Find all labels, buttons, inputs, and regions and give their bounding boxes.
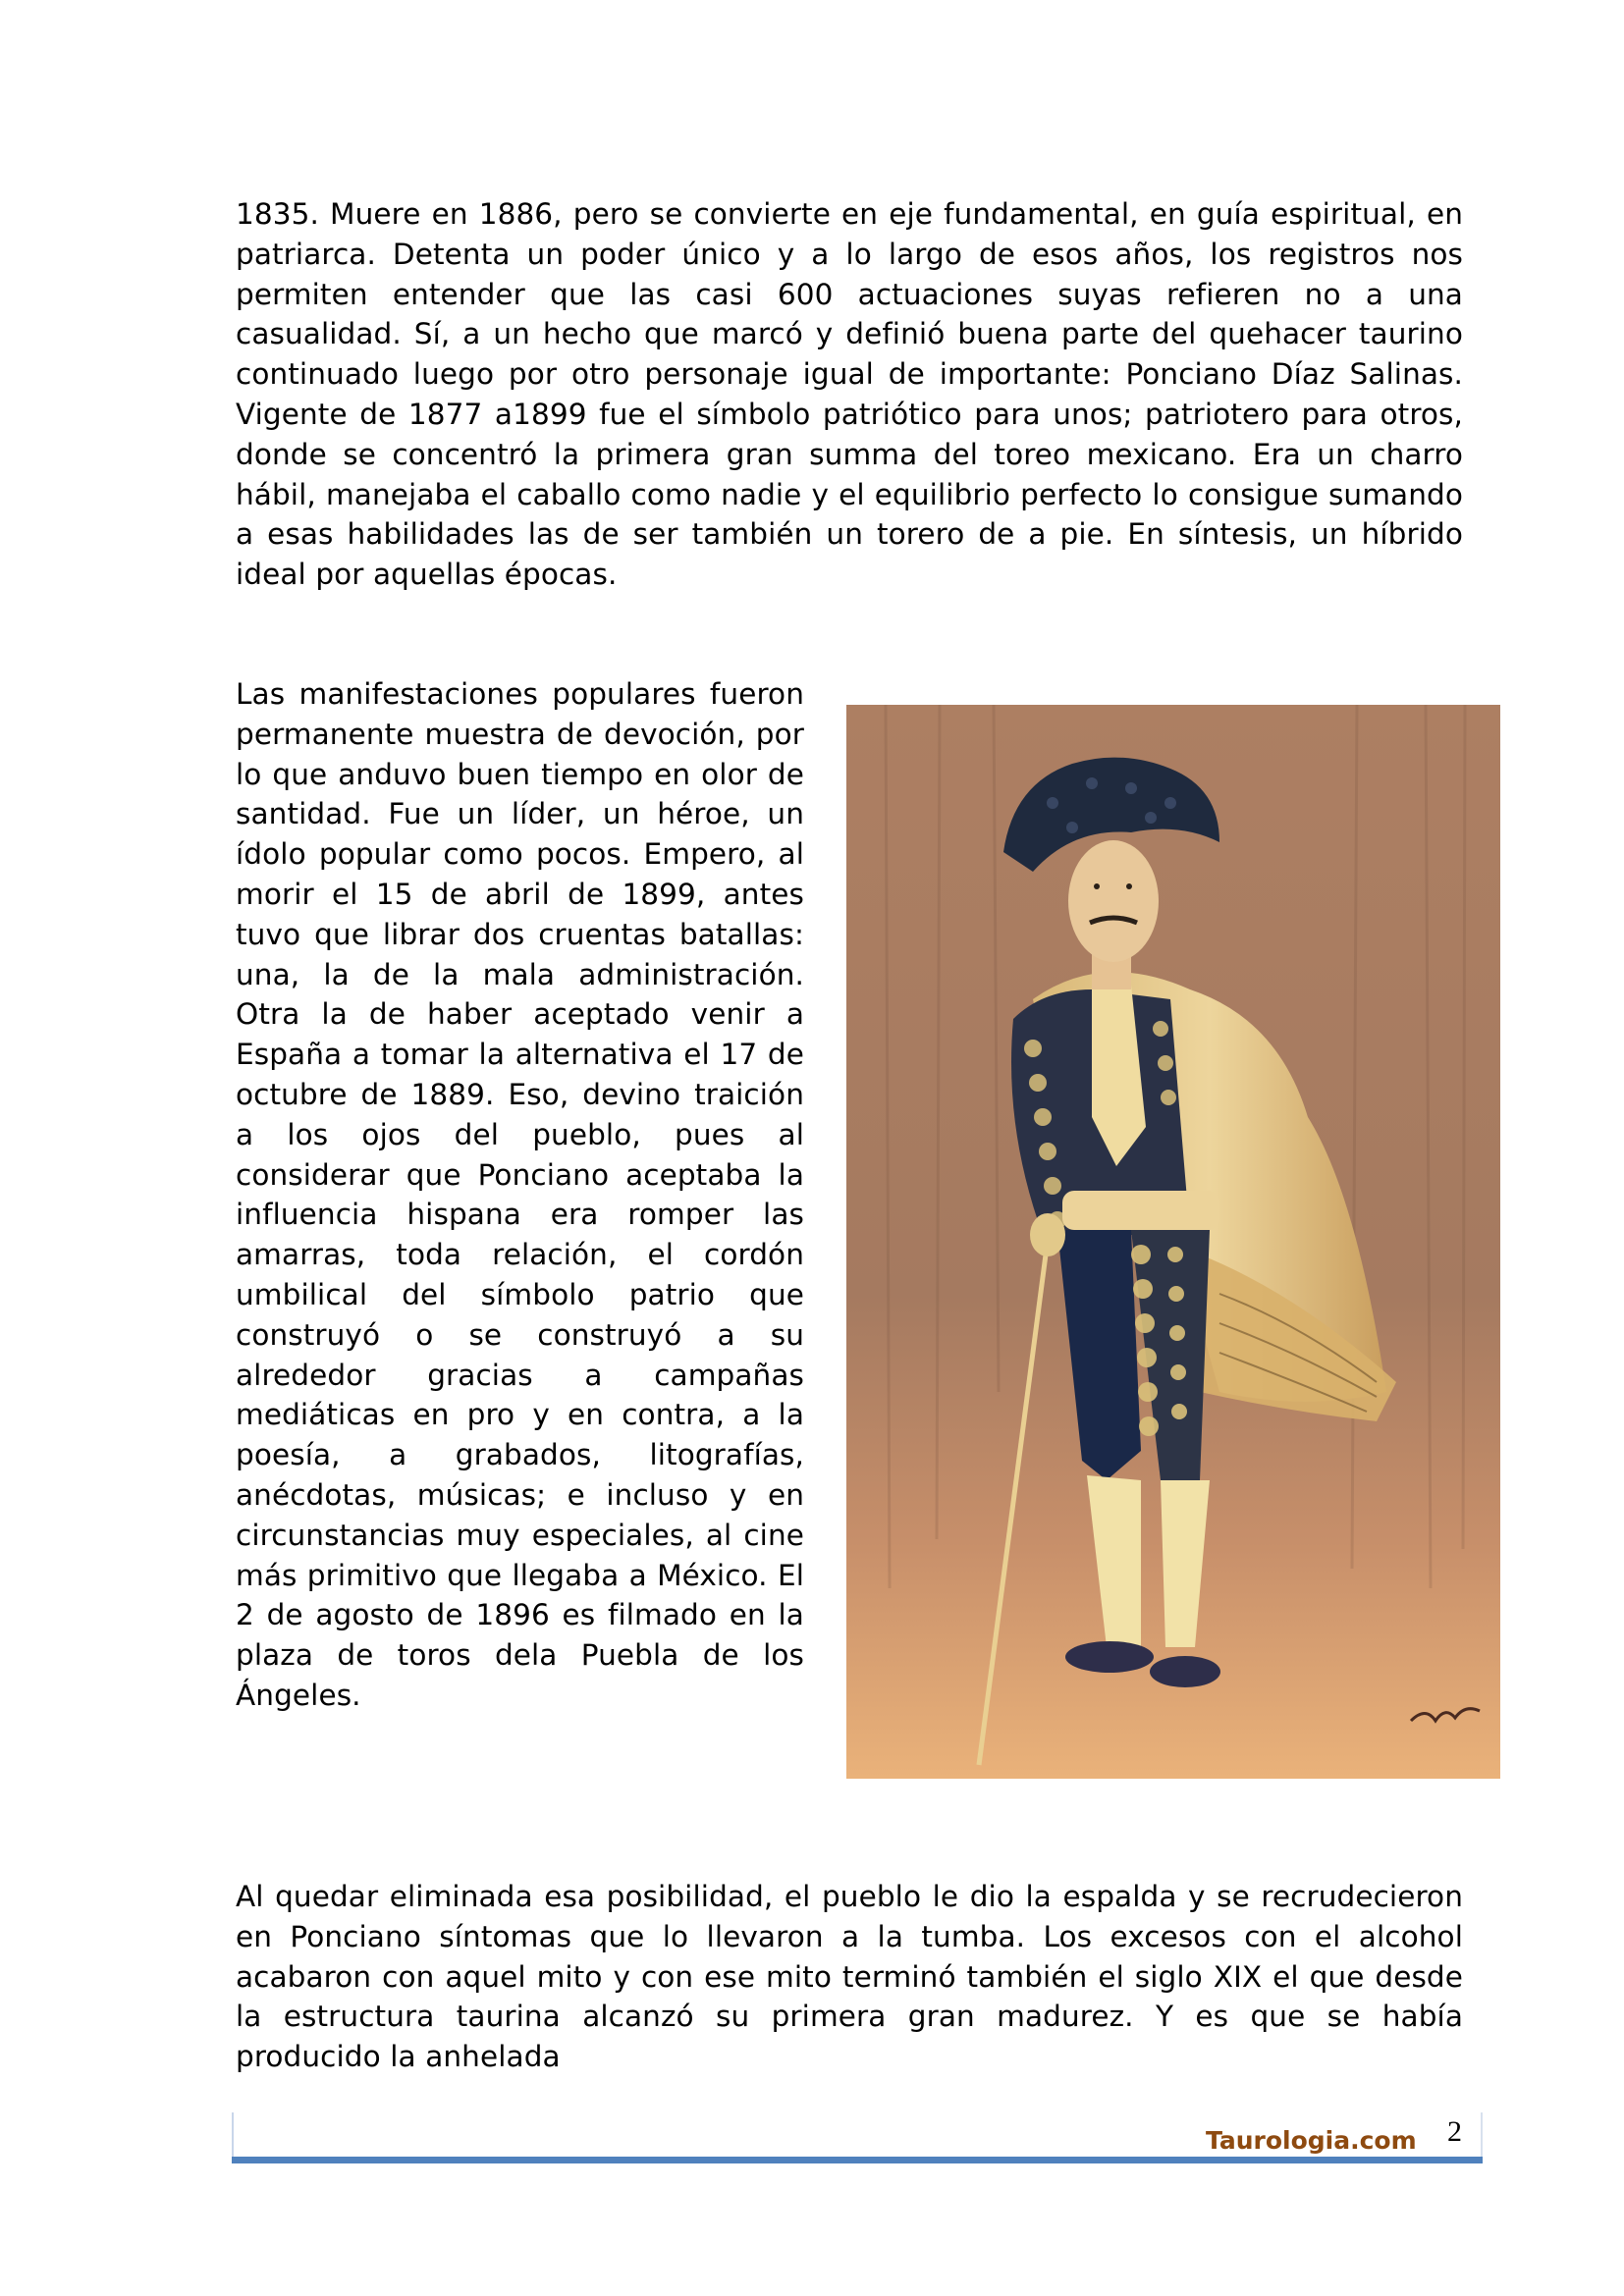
face	[1068, 840, 1159, 962]
shoe-left	[1065, 1641, 1154, 1673]
footer-left-rule	[232, 2112, 234, 2158]
footer-site-name: Taurologia.com	[1206, 2126, 1417, 2155]
bullfighter-portrait-image	[846, 705, 1500, 1779]
paragraph-closing: Al quedar eliminada esa posibilidad, el pueblo le dio la espalda y se recrudecieron en Ponciano síntomas que lo llevaron a la tumba. Los excesos con el alcohol acabaron con aquel mito y con ese mito terminó también el siglo XIX el que desde la estructura taurina alcanzó su primera gran madurez. Y es que se había producido la anhelada	[236, 1880, 1463, 2074]
footer-bar	[232, 2157, 1483, 2163]
portrait-illustration	[846, 705, 1500, 1779]
sash	[1062, 1191, 1219, 1230]
paragraph-intro: 1835. Muere en 1886, pero se convierte en eje fundamental, en guía espiritual, en patriarca. Detenta un poder único y a lo largo de esos años, los registros nos permiten entender que las casi 600 actuaciones suyas refieren no a una casualidad. Sí, a un hecho que marcó y definió buena parte del quehacer taurino continuado luego por otro personaje igual de importante: Ponciano Díaz Salinas. Vigente de 1877 a1899 fue el símbolo patriótico para unos; patriotero para otros, donde se concentró la primera gran summa del toreo mexicano. Era un charro hábil, manejaba el caballo como nadie y el equilibrio perfecto lo consigue sumando a esas habilidades las de ser también un torero de a pie. En síntesis, un híbrido ideal por aquellas épocas.	[236, 197, 1463, 592]
shoe-right	[1150, 1656, 1220, 1687]
paragraph-column: Las manifestaciones populares fueron permanente muestra de devoción, por lo que anduvo buen tiempo en olor de santidad. Fue un líder, un héroe, un ídolo popular como pocos. Empero, al morir el 15 de abril de 1899, antes tuvo que librar dos cruentas batallas: una, la de la mala administración. Otra la de haber aceptado venir a España a tomar la alternativa el 17 de octubre de 1889. Eso, devino traición a los ojos del pueblo, pues al considerar que Ponciano aceptaba la influencia hispana era romper las amarras, toda relación, el cordón umbilical del símbolo patrio que construyó o se construyó a su alrededor gracias a campañas mediáticas en pro y en contra, a la poesía, a grabados, litografías, anécdotas, músicas; e incluso y en circunstancias muy especiales, al cine más primitivo que llegaba a México. El 2 de agosto de 1896 es filmado en la plaza de toros dela Puebla de los Ángeles.	[236, 677, 804, 1712]
page-number: 2	[1447, 2115, 1462, 2148]
footer-right-rule	[1481, 2112, 1483, 2158]
